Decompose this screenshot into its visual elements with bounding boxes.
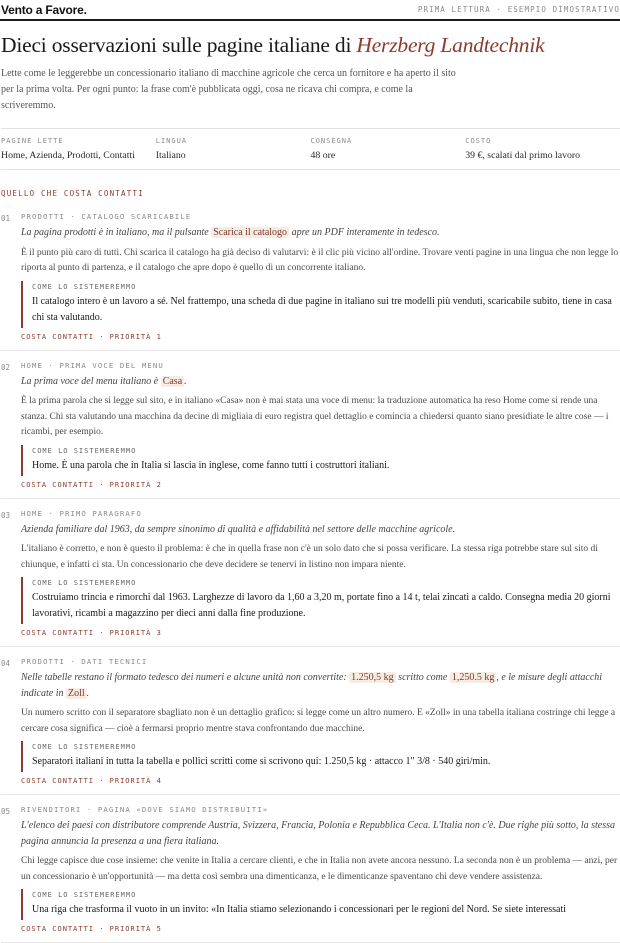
priority-label: COSTA CONTATTI · PRIORITÀ 4: [21, 777, 162, 785]
fix-text: Una riga che trasforma il vuoto in un invito: «In Italia stiamo selezionando i concessionari per le regioni del Nord. Se siete interessati: [32, 904, 567, 915]
meta-cost: [465, 137, 620, 161]
quote-text: Nelle tabelle restano il formato tedesco dei numeri e alcune unità non convertite:: [21, 672, 350, 683]
observation-explanation: Un numero scritto con il separatore sbagliato non è un dettaglio grafico: si legge come un altro numero. E «Zoll» in una tabella italiana costringe chi legge a cercare cosa significa — cioè a fermarsi proprio mentre stava confrontando due macchine.: [21, 708, 616, 734]
quote-highlight: Scarica il catalogo: [213, 227, 288, 238]
fix-text: Home. È una parola che in Italia si lascia in inglese, come fanno tutti i costruttori italiani.: [32, 459, 390, 471]
quote-highlight: Zoll: [68, 687, 85, 699]
page-title: [1, 33, 620, 58]
quote-text: apre un PDF interamente in tedesco.: [289, 227, 440, 238]
quote-text: scritto come: [395, 672, 450, 683]
quote-text: La pagina prodotti è in italiano, ma il pulsante: [21, 227, 212, 238]
quote-highlight: 1,250.5 kg: [451, 672, 495, 683]
observation-item: [1, 509, 620, 648]
document-label: PRIMA LETTURA · ESEMPIO DIMOSTRATIVO: [417, 5, 620, 14]
observation-number: 03: [1, 510, 11, 520]
observation-kicker: HOME · PRIMO PARAGRAFO: [21, 508, 142, 518]
meta-value: Italiano: [155, 150, 186, 161]
fix-block: [21, 445, 620, 476]
meta-value: 39 €, scalati dal primo lavoro: [465, 150, 581, 161]
observation-explanation: È il punto più caro di tutti. Chi scarica il catalogo ha già deciso di valutarvi: è il clic più vicino all'ordine. Trovare venti pagine in una lingua che non legge lo riporta al punto di partenza, e il catalogo che apre dopo è quello di un concorrente italiano.: [21, 247, 619, 273]
observation-number: 05: [1, 807, 11, 816]
priority-label: COSTA CONTATTI · PRIORITÀ 5: [21, 925, 162, 933]
meta-language: [156, 137, 311, 161]
observation-number: 02: [1, 362, 11, 372]
observation-explanation: È la prima parola che si legge sul sito, e in italiano «Casa» non è mai stata una voce di menu: la traduzione automatica ha reso Home come si rende una stanza. Chi sta valutando una macchina da decine di migliaia di euro registra quel dettaglio e comincia a chiedersi quanto siano presidiate le altre cose — i ricambi, per esempio.: [21, 396, 609, 437]
fix-block: [21, 577, 620, 624]
fix-label: COME LO SISTEMEREMMO: [32, 579, 137, 587]
quote-highlight: Casa: [162, 375, 183, 387]
meta-delivery: [311, 137, 466, 161]
quote-text: , e le misure degli attacchi indicate in: [21, 672, 603, 699]
meta-label: COSTO: [465, 137, 492, 145]
fix-text: Il catalogo intero è un lavoro a sé. Nel frattempo, una scheda di due pagine in italiano sui tre modelli più venduti, scaricabile subito, tiene in casa chi sta valutando.: [32, 295, 612, 323]
observation-kicker: PRODOTTI · DATI TECNICI: [21, 657, 148, 666]
meta-strip: [1, 128, 620, 170]
observation-quote: [21, 670, 620, 701]
fix-text: Costruiamo trincia e rimorchi dal 1963. Larghezze di lavoro da 1,60 a 3,20 m, portate fino a 14 t, telai zincati a caldo. Consegna media 20 giorni lavorativi, ricambi a magazzino per dieci anni dalla fine produzione.: [32, 592, 611, 619]
meta-label: LINGUA: [155, 137, 188, 145]
priority-label: COSTA CONTATTI · PRIORITÀ 2: [21, 480, 162, 489]
main-content: [0, 33, 620, 943]
observation-item: [1, 361, 620, 499]
title-prefix: Dieci osservazioni sulle pagine italiane di: [1, 33, 357, 57]
intro-paragraph: Lette come le leggerebbe un concessionario italiano di macchine agricole che cerca un fornitore e ha aperto il sito per la prima volta. Per ogni punto: la frase com'è pubblicata oggi, cosa ne ricava chi compra, e come la scriveremmo.: [1, 68, 456, 111]
fix-label: COME LO SISTEMEREMMO: [32, 743, 137, 751]
observation-number: 04: [1, 659, 11, 668]
priority-label: COSTA CONTATTI · PRIORITÀ 3: [21, 629, 162, 637]
observation-quote: [21, 374, 620, 390]
quote-highlight: 1.250,5 kg: [351, 672, 394, 683]
observation-kicker: RIVENDITORI · PAGINA «DOVE SIAMO DISTRIBUITI»: [21, 805, 269, 814]
observation-item: [1, 212, 620, 351]
fix-label: COME LO SISTEMEREMMO: [32, 446, 137, 455]
meta-pages: [1, 137, 156, 161]
meta-value: Home, Azienda, Prodotti, Contatti: [1, 150, 135, 161]
observation-explanation: Chi legge capisce due cose insieme: che venite in Italia a cercare clienti, e che in Italia non avete ancora nessuno. La seconda non è un problema — anzi, per un concessionario è un'opportunità — ma detta così sembra una dimenticanza, e le dimenticanze spaventano chi deve vendere assistenza.: [21, 856, 618, 882]
observation-kicker: PRODOTTI · CATALOGO SCARICABILE: [21, 212, 192, 221]
observation-item: [1, 805, 620, 943]
fix-label: COME LO SISTEMEREMMO: [32, 282, 137, 291]
observation-quote: L'elenco dei paesi con distributore comprende Austria, Svizzera, Francia, Polonia e Repubblica Ceca. L'Italia non c'è. Due righe più sotto, la stessa pagina annuncia la presenza a una fiera italiana.: [21, 820, 616, 847]
fix-block: [21, 741, 620, 772]
title-company: Herzberg Landtechnik: [356, 33, 545, 57]
observation-number: 01: [1, 214, 11, 223]
observation-quote: Azienda familiare dal 1963, da sempre sinonimo di qualità e affidabilità nel settore delle macchine agricole.: [21, 523, 456, 535]
fix-block: [21, 889, 620, 920]
observation-quote: [21, 225, 620, 241]
fix-label: COME LO SISTEMEREMMO: [32, 891, 137, 899]
brand-logo[interactable]: Vento a Favore.: [1, 2, 87, 17]
fix-text: Separatori italiani in tutta la tabella e pollici scritti come si scrivono qui: 1.250,5 kg · attacco 1" 3/8 · 540 giri/min.: [32, 756, 491, 767]
observation-kicker: HOME · PRIMA VOCE DEL MENU: [21, 360, 164, 370]
meta-label: CONSEGNA: [310, 137, 353, 145]
top-bar: [0, 0, 620, 21]
section-heading: QUELLO CHE COSTA CONTATTI: [1, 189, 144, 198]
fix-block: [21, 281, 620, 328]
quote-text: .: [184, 375, 187, 387]
observation-explanation: L'italiano è corretto, e non è questo il problema: è che in quella frase non c'è un solo dato che si possa verificare. La stessa riga potrebbe stare sul sito di chiunque, e infatti ci sta. Un concessionario che deve decidere se tenervi in listino non impara niente.: [21, 544, 598, 570]
priority-label: COSTA CONTATTI · PRIORITÀ 1: [21, 332, 162, 341]
quote-text: .: [86, 687, 90, 699]
meta-value: 48 ore: [310, 150, 336, 161]
quote-text: La prima voce del menu italiano è: [21, 375, 161, 387]
meta-label: PAGINE LETTE: [1, 137, 64, 145]
observation-item: [1, 657, 620, 795]
